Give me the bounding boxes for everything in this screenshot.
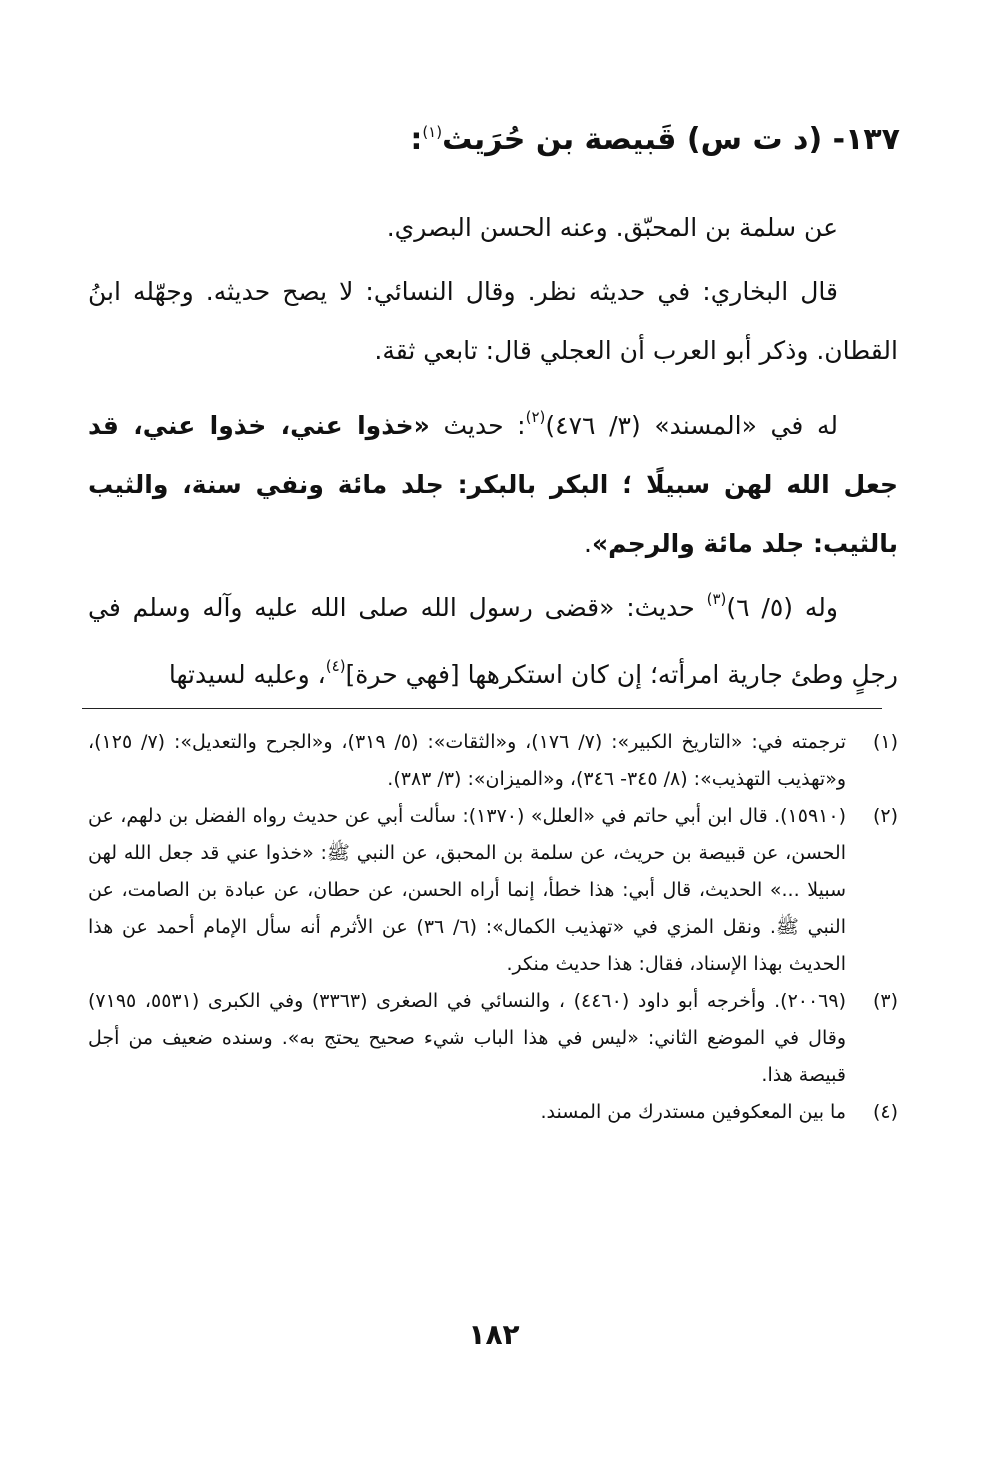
- footnote-divider: [82, 708, 882, 709]
- footnote-item: [88, 1094, 898, 1131]
- footnote-marker-1: (١): [422, 123, 443, 141]
- hadith-quote: «خذوا عني، خذوا عني، قد جعل الله لهن سبيلًا ؛ البكر بالبكر: جلد مائة ونفي سنة، والثيب بالثيب: جلد مائة والرجم»: [88, 411, 898, 558]
- footnote-text: ترجمته في: «التاريخ الكبير»: (٧/ ١٧٦)، و«الثقات»: (٥/ ٣١٩)، و«الجرح والتعديل»: (٧/ ١٢٥)، و«تهذيب التهذيب»: (٨/ ٣٤٥- ٣٤٦)، و«الميزان»: (٣/ ٣٨٣).: [88, 731, 846, 790]
- footnote-number: (٤): [872, 1101, 898, 1123]
- footnote-item: [88, 724, 898, 798]
- page-number: ١٨٢: [468, 1318, 520, 1351]
- paragraph-3: [88, 388, 898, 573]
- footnote-marker-4: (٤): [325, 657, 346, 675]
- paragraph-2: [88, 262, 898, 380]
- paragraph-4: [88, 570, 898, 704]
- paragraph-1: [88, 198, 898, 257]
- paragraph-1-text: عن سلمة بن المحبّق. وعنه الحسن البصري.: [386, 213, 838, 242]
- footnote-marker-3: (٣): [706, 590, 727, 608]
- entry-name: قَبيصة بن حُرَيث: [442, 122, 677, 157]
- footnote-text: ما بين المعكوفين مستدرك من المسند.: [540, 1101, 846, 1123]
- entry-codes: (د ت س): [686, 122, 823, 157]
- paragraph-2-text: قال البخاري: في حديثه نظر. وقال النسائي: لا يصح حديثه. وجهّله ابنُ القطان. وذكر أبو العرب أن العجلي قال: تابعي ثقة.: [88, 277, 898, 365]
- footnote-number: (٣): [872, 990, 898, 1012]
- paragraph-3-text-b: : حديث: [429, 411, 526, 440]
- footnote-text: (٢٠٠٦٩). وأخرجه أبو داود (٤٤٦٠) ، والنسائي في الصغرى (٣٣٦٣) وفي الكبرى (٥٥٣١، ٧١٩٥) وقال في الموضع الثاني: «ليس في هذا الباب شيء صحيح يحتج به». وسنده ضعيف من أجل قبيصة هذا.: [88, 990, 847, 1086]
- paragraph-4-text-c: ، وعليه لسيدتها: [168, 660, 326, 689]
- footnote-item: [88, 983, 898, 1094]
- entry-number: ١٣٧-: [832, 122, 900, 157]
- paragraph-3-end: .: [584, 529, 592, 558]
- entry-colon: :: [410, 122, 423, 157]
- footnotes: [88, 724, 898, 1131]
- paragraph-3-text-a: له في «المسند» (٣/ ٤٧٦): [545, 411, 838, 440]
- footnote-number: (٢): [872, 805, 898, 827]
- footnote-marker-2: (٢): [525, 408, 546, 426]
- footnote-number: (١): [872, 731, 898, 753]
- footnote-text: (١٥٩١٠). قال ابن أبي حاتم في «العلل» (١٣٧٠): سألت أبي عن حديث رواه الفضل بن دلهم، عن الحسن، عن قبيصة بن حريث، عن سلمة بن المحبق، عن النبي ﷺ: «خذوا عني قد جعل الله لهن سبيلا ...» الحديث، قال أبي: هذا خطأ، إنما أراه الحسن، عن حطان، عن عبادة بن الصامت، عن النبي ﷺ. ونقل المزي في «تهذيب الكمال»: (٦/ ٣٦) عن الأثرم أنه سأل الإمام أحمد عن هذا الحديث بهذا الإسناد، فقال: هذا حديث منكر.: [88, 805, 846, 975]
- paragraph-4-text-b: حديث: «قضى رسول الله صلى الله عليه وآله وسلم في رجلٍ وطئ جارية امرأته؛ إن كان استكرهها [فهي حرة]: [88, 593, 898, 689]
- entry-heading: [90, 122, 900, 157]
- footnote-item: [88, 798, 898, 983]
- paragraph-4-text-a: وله (٥/ ٦): [726, 593, 838, 622]
